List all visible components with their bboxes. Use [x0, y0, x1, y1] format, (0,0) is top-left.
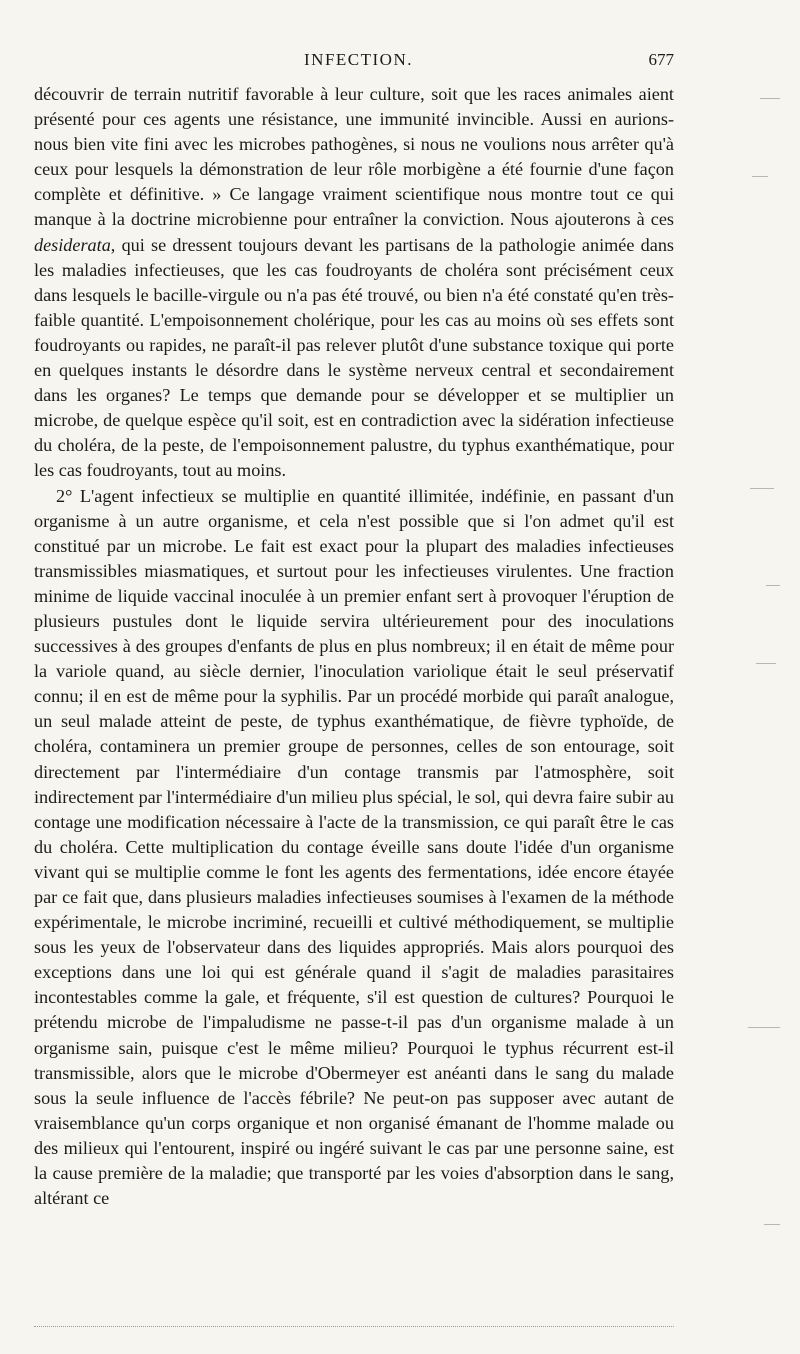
paragraph [34, 82, 674, 484]
margin-mark [748, 1027, 780, 1028]
italic-term: desiderata [34, 234, 111, 255]
paragraph-text: découvrir de terrain nutritif favorable à leur culture, soit que les races animales aient présenté pour ces agents une résistance, une immunité invincible. Aussi en aurions-nous bien vite fini avec les microbes pathogènes, si nous ne voulions nous arrêter qu'à ceux pour lesquels la démonstration de leur rôle morbigène a été fournie d'une façon complète et définitive. » Ce langage vraiment scientifique nous montre tout ce qui manque à la doctrine microbienne pour entraîner la conviction. Nous ajouterons à ces [34, 84, 674, 230]
margin-mark [752, 176, 768, 177]
margin-mark [760, 98, 780, 99]
margin-show-through [730, 0, 800, 1354]
margin-mark [750, 488, 774, 489]
margin-mark [756, 663, 776, 664]
page-number: 677 [648, 50, 674, 69]
running-title: INFECTION. [304, 50, 413, 69]
margin-mark [764, 1224, 780, 1225]
margin-mark [766, 585, 780, 586]
paragraph: 2° L'agent infectieux se multiplie en quantité illimitée, indéfinie, en passant d'un organisme à un autre organisme, et cela n'est possible que si l'on admet qu'il est constitué par un microbe. Le fait est exact pour la plupart des maladies infectieuses transmissibles miasmatiques, et surtout pour les infectieuses virulentes. Une fraction minime de liquide vaccinal inoculée à un premier enfant sert à provoquer l'éruption de plusieurs pustules dont le liquide servira ultérieurement pour des inoculations successives à des groupes d'enfants de plus en plus nombreux; il en était de même pour la variole quand, au siècle dernier, l'inoculation variolique était le seul préservatif connu; il en est de même pour la syphilis. Par un procédé morbide qui paraît analogue, un seul malade atteint de peste, de typhus exanthématique, de fièvre typhoïde, de choléra, contaminera un premier groupe de personnes, celles de son entourage, soit directement par l'intermédiaire d'un contage transmis par l'atmosphère, soit indirectement par l'intermédiaire d'un milieu plus spécial, le sol, qui devra faire subir au contage une modification nécessaire à l'acte de la transmission, ce qui paraît être le cas du choléra. Cette multiplication du contage éveille sans doute l'idée d'un organisme vivant qui se multiplie comme le font les agents des fermentations, idée encore étayée par ce fait que, dans plusieurs maladies infectieuses soumises à l'examen de la méthode expérimentale, le microbe incriminé, recueilli et cultivé méthodiquement, se multiplie sous les yeux de l'observateur dans des liquides appropriés. Mais alors pourquoi des exceptions dans une loi qui est générale quand il s'agit de maladies parasitaires incontestables comme la gale, et fréquente, s'il est question de cultures? Pourquoi le prétendu microbe de l'impaludisme ne passe-t-il pas d'un organisme malade à un organisme sain, puisque c'est le même milieu? Pourquoi le typhus récurrent est-il transmissible, alors que le microbe d'Obermeyer est anéanti dans le sang du malade sous la seule influence de l'accès fébrile? Ne peut-on pas supposer avec autant de vraisemblance qu'un corps organique et non organisé émanant de l'homme malade ou des milieux qui l'entourent, inspiré ou ingéré suivant le cas par une personne saine, est la cause première de la maladie; que transporté par les voies d'absorption dans le sang, altérant ce [34, 485, 674, 1209]
paragraph-text: , qui se dressent toujours devant les partisans de la pathologie animée dans les maladies infectieuses, que les cas foudroyants de choléra sont précisément ceux dans lesquels le bacille-virgule ou n'a pas été trouvé, ou bien n'a été constaté qu'en très-faible quantité. L'empoisonnement cholérique, pour les cas au moins où ses effets sont foudroyants ou rapides, ne paraît-il pas relever plutôt d'une substance toxique qui porte en quelques instants le désordre dans le système nerveux central et secondairement dans les organes? Le temps que demande pour se développer et se multiplier un microbe, de quelque espèce qu'il soit, est en contradiction avec la sidération infectieuse du choléra, de la peste, de l'empoisonnement palustre, du typhus exanthématique, pour les cas foudroyants, tout au moins. [34, 234, 674, 481]
body-text [34, 82, 674, 1211]
page-header [34, 50, 674, 74]
footer-rule [34, 1326, 674, 1327]
